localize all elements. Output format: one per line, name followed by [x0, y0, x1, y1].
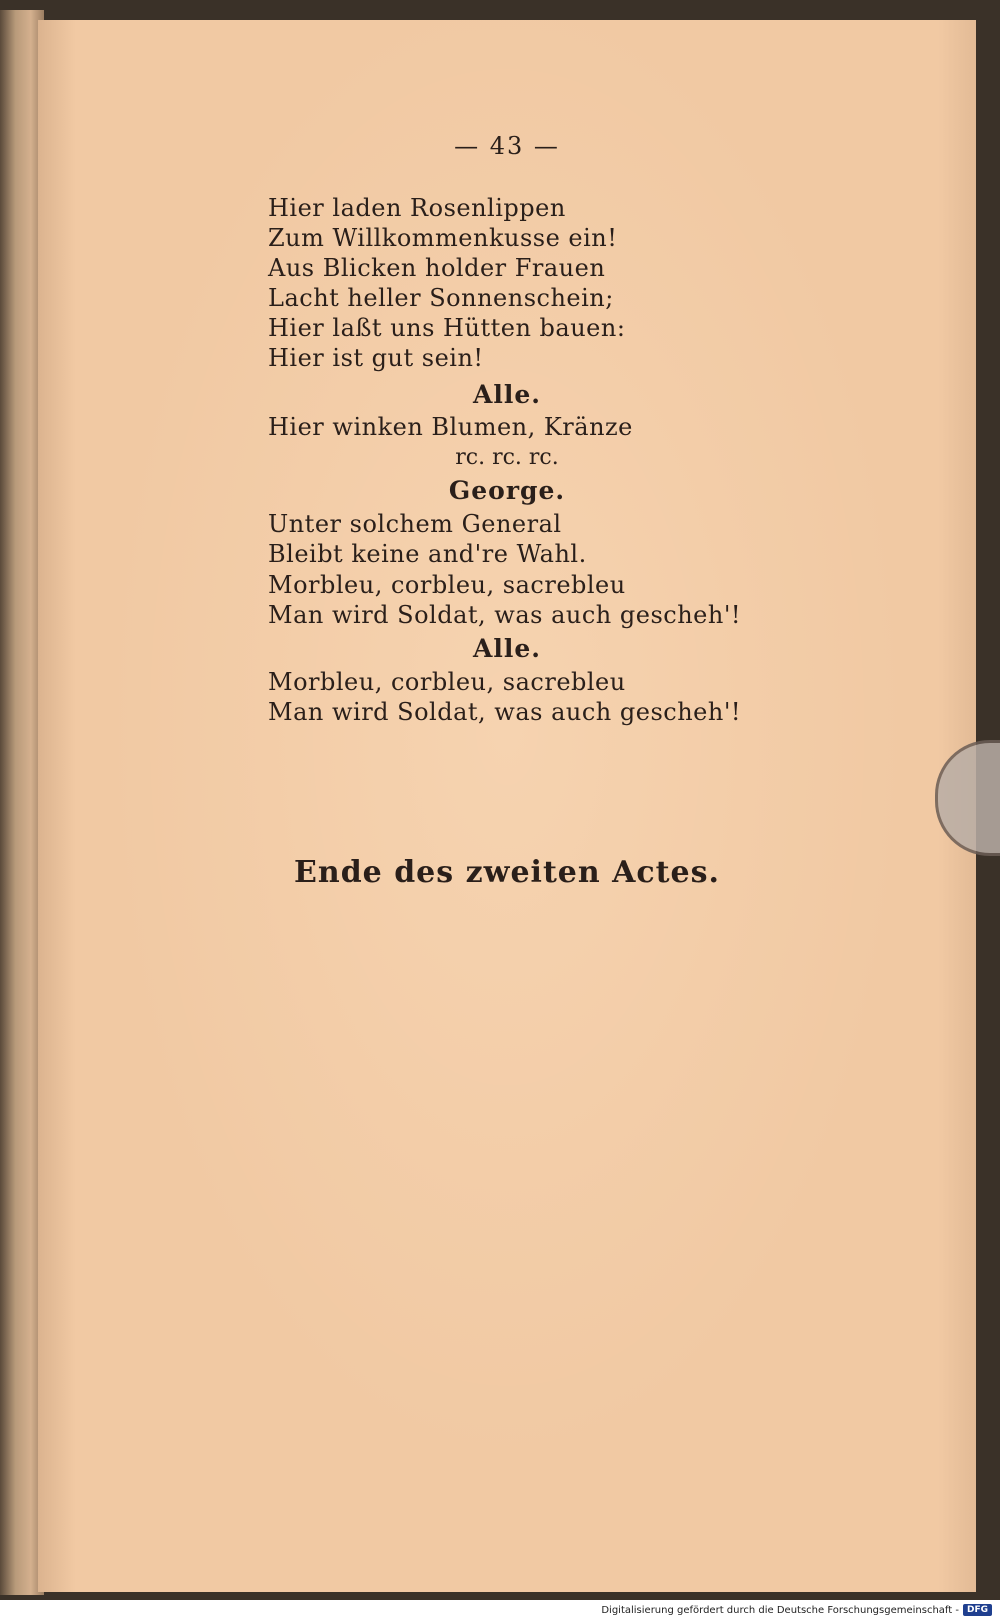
page-text: [38, 20, 976, 1592]
verse-line: Hier winken Blumen, Kränze: [268, 413, 633, 441]
verse-line: Hier laden Rosenlippen: [268, 194, 566, 222]
page-number: — 43 —: [454, 132, 560, 160]
verse-line: Man wird Soldat, was auch gescheh'!: [268, 698, 742, 726]
act-end-heading: Ende des zweiten Actes.: [294, 855, 720, 890]
etc-line: rc. rc. rc.: [455, 445, 559, 470]
verse-line: Lacht heller Sonnenschein;: [268, 284, 614, 312]
verse-line: Zum Willkommenkusse ein!: [268, 224, 618, 252]
verse-line: Hier ist gut sein!: [268, 344, 484, 372]
page-sheet: [38, 20, 976, 1592]
verse-line: Hier laßt uns Hütten bauen:: [268, 314, 626, 342]
speaker-heading: Alle.: [472, 380, 541, 409]
footer-text: Digitalisierung gefördert durch die Deutsche Forschungsgemeinschaft -: [601, 1604, 959, 1616]
verse-line: Morbleu, corbleu, sacrebleu: [268, 668, 626, 696]
verse-line: Morbleu, corbleu, sacrebleu: [268, 571, 626, 599]
verse-line: Aus Blicken holder Frauen: [268, 254, 606, 282]
verse-line: Unter solchem General: [268, 510, 562, 538]
dfg-logo: DFG: [963, 1604, 992, 1616]
digitization-footer: [601, 1604, 992, 1616]
speaker-heading: George.: [448, 476, 566, 505]
verse-line: Bleibt keine and're Wahl.: [268, 540, 587, 568]
verse-line: Man wird Soldat, was auch gescheh'!: [268, 601, 742, 629]
speaker-heading: Alle.: [472, 634, 541, 663]
